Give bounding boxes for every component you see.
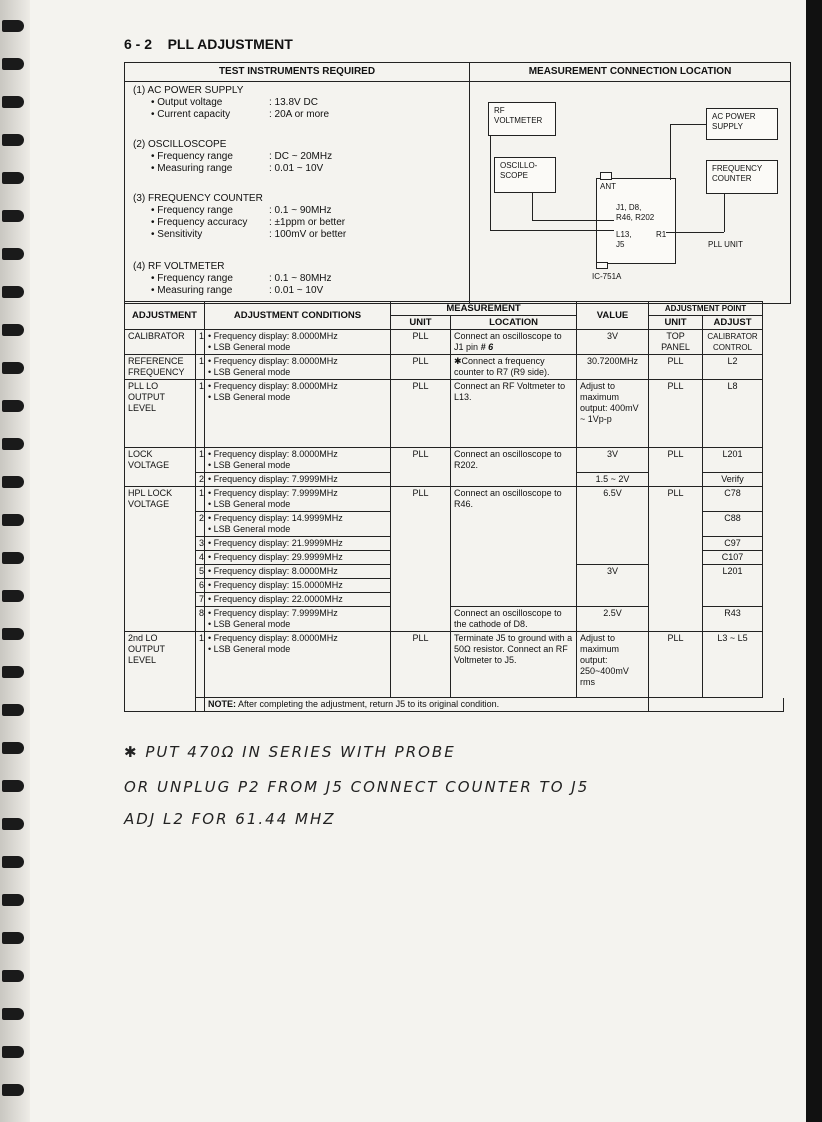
table-cell: • Frequency display: 7.9999MHz • LSB General mode [205,487,391,512]
instrument-oscilloscope: (2) OSCILLOSCOPE • Frequency range : DC ~ 20MHz • Measuring range : 0.01 ~ 10V [133,139,333,174]
oscilloscope-box: OSCILLO- SCOPE [494,157,556,193]
handwritten-note-3: ADJ L2 FOR 61.44 MHZ [124,810,336,828]
table-row [125,448,784,473]
table-row [125,632,784,698]
table-cell: R43 [703,607,763,632]
table-row [125,355,784,380]
table-cell: ADJUST [703,316,763,330]
ant-connector [600,172,612,180]
table-cell: Adjust to maximum output: 250~400mV rms [577,632,649,698]
table-cell: TOP PANEL [649,330,703,355]
table-cell: Adjust to maximum output: 400mV ~ 1Vp-p [577,380,649,448]
table-cell: • Frequency display: 8.0000MHz • LSB General mode [205,448,391,473]
table-cell: 4 [196,551,205,565]
table-cell: HPL LOCK VOLTAGE [125,487,196,632]
table-cell: 6.5V [577,487,649,565]
table-cell [196,698,205,712]
table-cell: PLL [391,632,451,698]
table-cell: • Frequency display: 14.9999MHz • LSB General mode [205,512,391,537]
table-cell: ADJUSTMENT [125,302,205,330]
table-cell: Connect an oscilloscope to R46. [451,487,577,607]
table-cell: C88 [703,512,763,537]
table-cell: • Frequency display: 7.9999MHz • LSB General mode [205,607,391,632]
table-cell: 30.7200MHz [577,355,649,380]
table-cell: UNIT [649,316,703,330]
table-cell: C97 [703,537,763,551]
table-cell: PLL [391,487,451,632]
table-cell: • Frequency display: 8.0000MHz • LSB General mode [205,632,391,698]
table-cell: Connect an RF Voltmeter to L13. [451,380,577,448]
table-cell: 2nd LO OUTPUT LEVEL [125,632,196,712]
table-cell: PLL [391,380,451,448]
instrument-ac-power: (1) AC POWER SUPPLY • Output voltage : 13.8V DC • Current capacity : 20A or more [133,85,330,120]
note-row [125,698,784,712]
table-cell: 7 [196,593,205,607]
handwritten-note-2: OR UNPLUG P2 FROM J5 CONNECT COUNTER TO J5 [124,778,590,796]
table-cell: 1 [196,380,205,448]
table-cell: 1.5 ~ 2V [577,473,649,487]
section-title: 6 - 2 PLL ADJUSTMENT [124,36,293,52]
table-cell: PLL [391,330,451,355]
table-cell: 3 [196,537,205,551]
rf-voltmeter-box: RF VOLTMETER [488,102,556,136]
table-cell: LOCK VOLTAGE [125,448,196,487]
connection-header: MEASUREMENT CONNECTION LOCATION [470,63,790,82]
table-cell: Connect an oscilloscope to the cathode of D8. [451,607,577,632]
table-cell: 1 [196,330,205,355]
table-cell: • Frequency display: 8.0000MHz • LSB General mode [205,330,391,355]
table-cell: LOCATION [451,316,577,330]
table-cell: Terminate J5 to ground with a 50Ω resistor. Connect an RF Voltmeter to J5. [451,632,577,698]
table-cell: Connect an oscilloscope to R202. [451,448,577,487]
table-cell: • Frequency display: 22.0000MHz [205,593,391,607]
table-cell: PLL [649,448,703,487]
table-cell: CALIBRATOR CONTROL [703,330,763,355]
table-cell: 5 [196,565,205,579]
table-cell: 1 [196,355,205,380]
instrument-frequency-counter: (3) FREQUENCY COUNTER • Frequency range : 0.1 ~ 90MHz • Frequency accuracy : ±1ppm or better • Sensitivity : 100mV or better [133,193,347,240]
table-cell: PLL [649,380,703,448]
table-cell: C107 [703,551,763,565]
instrument-rf-voltmeter: (4) RF VOLTMETER • Frequency range : 0.1 ~ 80MHz • Measuring range : 0.01 ~ 10V [133,261,332,296]
table-cell: Connect an oscilloscope to J1 pin # 6 [451,330,577,355]
table-cell: 6 [196,579,205,593]
table-cell: • Frequency display: 7.9999MHz [205,473,391,487]
table-cell [649,698,784,712]
table-cell: ADJUSTMENT POINT [649,302,763,316]
table-cell: PLL [649,355,703,380]
table-cell: C78 [703,487,763,512]
table-cell: CALIBRATOR [125,330,196,355]
ac-power-box: AC POWER SUPPLY [706,108,778,140]
table-cell: • Frequency display: 8.0000MHz [205,565,391,579]
table-cell: MEASUREMENT [391,302,577,316]
frequency-counter-box: FREQUENCY COUNTER [706,160,778,194]
table-cell: PLL [649,487,703,632]
table-cell: UNIT [391,316,451,330]
table-cell: PLL [649,632,703,698]
table-cell: • Frequency display: 8.0000MHz • LSB General mode [205,355,391,380]
table-cell: 2 [196,473,205,487]
adjustment-table [124,301,784,712]
instruments-header: TEST INSTRUMENTS REQUIRED [125,63,469,82]
table-cell: 1 [196,632,205,698]
page-edge-shadow [806,0,822,1122]
instruments-box [124,62,791,304]
table-cell: ADJUSTMENT CONDITIONS [205,302,391,330]
table-cell: PLL LO OUTPUT LEVEL [125,380,196,448]
table-cell: 2 [196,512,205,537]
table-cell: L2 [703,355,763,380]
handwritten-note-1: ✱ PUT 470Ω IN SERIES WITH PROBE [124,743,456,761]
table-cell: 3V [577,330,649,355]
table-cell: PLL [391,355,451,380]
table-cell: • Frequency display: 8.0000MHz • LSB General mode [205,380,391,448]
table-cell: Verify [703,473,763,487]
table-cell: L201 [703,448,763,473]
table-cell: 2.5V [577,607,649,632]
table-cell: L201 [703,565,763,607]
table-cell: 3V [577,565,649,607]
table-cell: 3V [577,448,649,473]
table-cell: REFERENCE FREQUENCY [125,355,196,380]
table-cell: L3 ~ L5 [703,632,763,698]
table-cell: PLL [391,448,451,487]
table-cell: VALUE [577,302,649,330]
table-row [125,330,784,355]
table-cell: NOTE: After completing the adjustment, return J5 to its original condition. [205,698,649,712]
table-cell: L8 [703,380,763,448]
table-cell: • Frequency display: 15.0000MHz [205,579,391,593]
table-cell: 1 [196,448,205,473]
table-cell: 1 [196,487,205,512]
connection-diagram: RF VOLTMETER AC POWER SUPPLY OSCILLO- SCOPE FREQUENCY COUNTER ANT J1, D8, R46, R202 L13, R1 J5 PLL UNIT IC-751A [470,82,790,302]
table-row [125,487,784,512]
table-cell: 8 [196,607,205,632]
binding-edge [0,0,30,1122]
table-cell: • Frequency display: 21.9999MHz [205,537,391,551]
table-cell: • Frequency display: 29.9999MHz [205,551,391,565]
table-cell: ✱Connect a frequency counter to R7 (R9 side). [451,355,577,380]
table-row [125,380,784,448]
